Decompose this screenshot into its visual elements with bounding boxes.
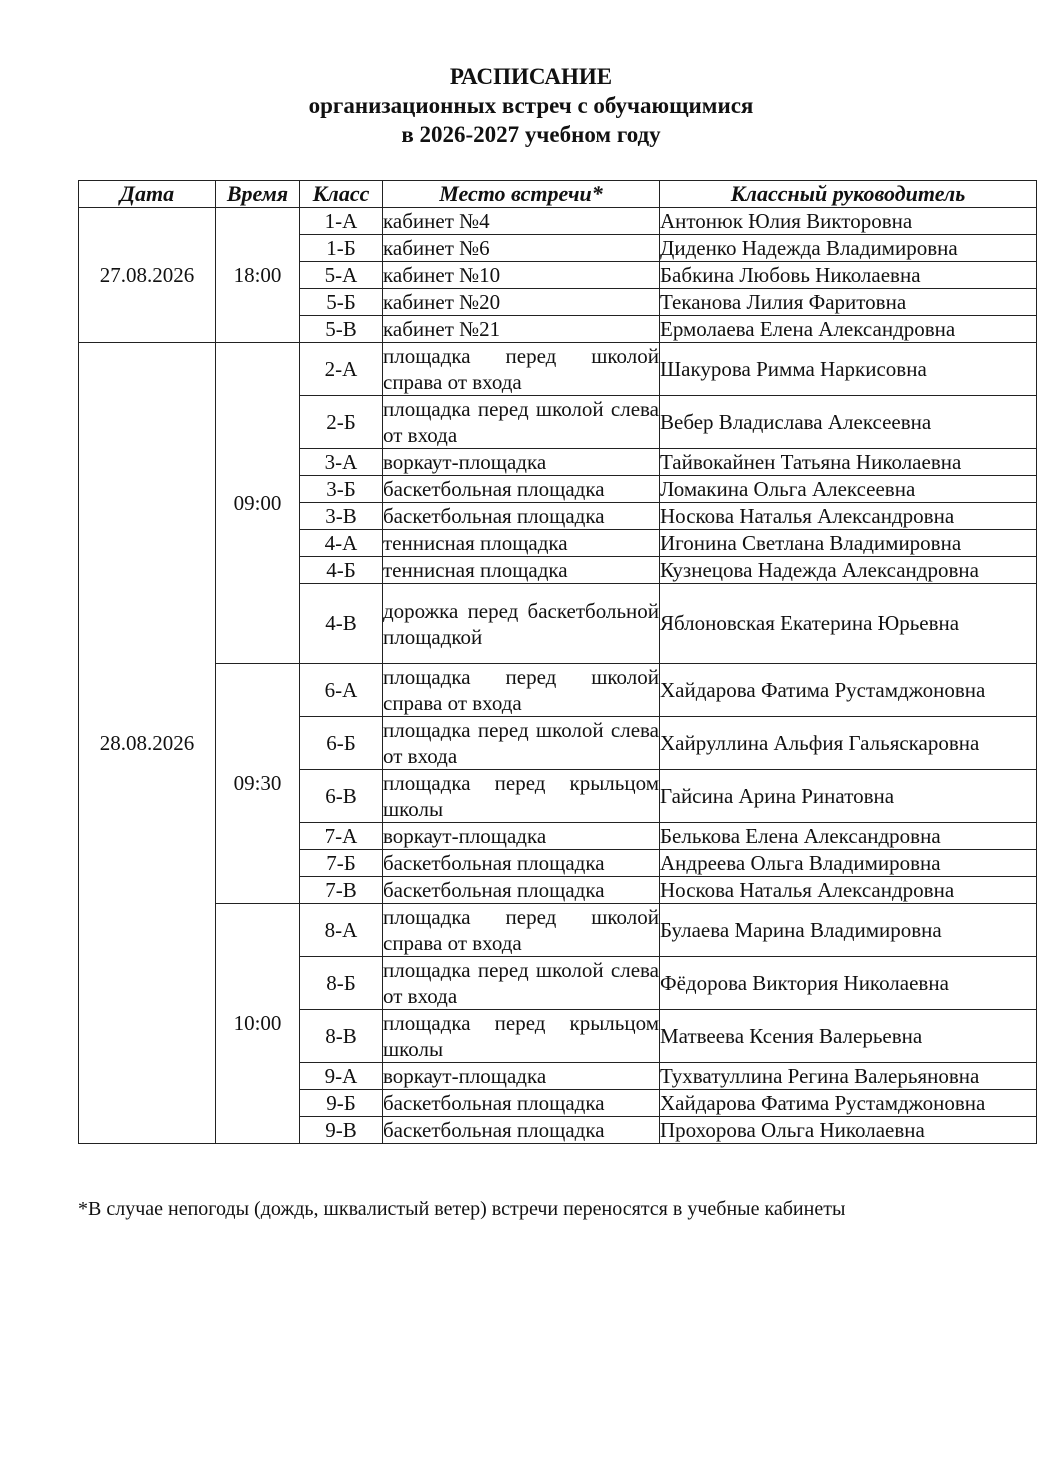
place-cell: кабинет №20 (383, 289, 660, 316)
place-cell: баскетбольная площадка (383, 1117, 660, 1144)
teacher-cell: Диденко Надежда Владимировна (660, 235, 1037, 262)
class-cell: 5-Б (300, 289, 383, 316)
header-place: Место встречи* (383, 181, 660, 208)
schedule-table-header (79, 181, 1037, 208)
class-cell: 1-Б (300, 235, 383, 262)
teacher-cell: Шакурова Римма Наркисовна (660, 343, 1037, 396)
place-cell: теннисная площадка (383, 530, 660, 557)
teacher-cell: Андреева Ольга Владимировна (660, 850, 1037, 877)
teacher-cell: Антонюк Юлия Викторовна (660, 208, 1037, 235)
table-row (79, 664, 1037, 717)
class-cell: 8-В (300, 1010, 383, 1063)
schedule-table (78, 180, 1037, 1144)
class-cell: 9-Б (300, 1090, 383, 1117)
teacher-cell: Гайсина Арина Ринатовна (660, 770, 1037, 823)
teacher-cell: Ломакина Ольга Алексеевна (660, 476, 1037, 503)
teacher-cell: Кузнецова Надежда Александровна (660, 557, 1037, 584)
class-cell: 2-Б (300, 396, 383, 449)
class-cell: 9-А (300, 1063, 383, 1090)
place-cell: дорожка перед баскетбольной площадкой (383, 584, 660, 664)
teacher-cell: Тайвокайнен Татьяна Николаевна (660, 449, 1037, 476)
place-cell: воркаут-площадка (383, 449, 660, 476)
place-cell: воркаут-площадка (383, 823, 660, 850)
place-cell: площадка перед крыльцом школы (383, 1011, 659, 1061)
document-title: РАСПИСАНИЕ (449, 64, 613, 89)
place-cell: баскетбольная площадка (383, 877, 660, 904)
place-cell: площадка перед школой слева от входа (383, 718, 659, 768)
place-cell: теннисная площадка (383, 557, 660, 584)
teacher-cell: Булаева Марина Владимировна (660, 904, 1037, 957)
header-row (79, 181, 1037, 208)
place-cell: площадка перед школой справа от входа (383, 905, 659, 955)
teacher-cell: Теканова Лилия Фаритовна (660, 289, 1037, 316)
footnote: *В случае непогоды (дождь, шквалистый ветер) встречи переносятся в учебные кабинеты (78, 1198, 846, 1220)
teacher-cell: Вебер Владислава Алексеевна (660, 396, 1037, 449)
document-subtitle-line-2: в 2026-2027 учебном году (401, 122, 661, 147)
place-cell: площадка перед школой справа от входа (383, 665, 659, 715)
teacher-cell: Тухватуллина Регина Валерьяновна (660, 1063, 1037, 1090)
teacher-cell: Матвеева Ксения Валерьевна (660, 1010, 1037, 1063)
table-row (79, 343, 1037, 396)
place-cell: кабинет №10 (383, 262, 660, 289)
teacher-cell: Ермолаева Елена Александровна (660, 316, 1037, 343)
place-cell: кабинет №21 (383, 316, 660, 343)
place-cell: площадка перед крыльцом школы (383, 771, 659, 821)
teacher-cell: Хайдарова Фатима Рустамджоновна (660, 664, 1037, 717)
document-header (0, 62, 1062, 149)
place-cell: площадка перед школой справа от входа (383, 344, 659, 394)
class-cell: 3-Б (300, 476, 383, 503)
teacher-cell: Носкова Наталья Александровна (660, 877, 1037, 904)
class-cell: 5-А (300, 262, 383, 289)
schedule-table-body (79, 208, 1037, 1144)
place-cell: кабинет №4 (383, 208, 660, 235)
teacher-cell: Фёдорова Виктория Николаевна (660, 957, 1037, 1010)
class-cell: 6-А (300, 664, 383, 717)
place-cell: баскетбольная площадка (383, 1090, 660, 1117)
time-cell: 09:00 (216, 343, 300, 664)
class-cell: 8-Б (300, 957, 383, 1010)
table-row (79, 904, 1037, 957)
class-cell: 1-А (300, 208, 383, 235)
teacher-cell: Хайруллина Альфия Гальяскаровна (660, 717, 1037, 770)
document-subtitle-line-1: организационных встреч с обучающимися (308, 93, 754, 118)
place-cell: площадка перед школой слева от входа (383, 397, 659, 447)
teacher-cell: Игонина Светлана Владимировна (660, 530, 1037, 557)
date-cell: 28.08.2026 (79, 343, 216, 1144)
class-cell: 9-В (300, 1117, 383, 1144)
teacher-cell: Носкова Наталья Александровна (660, 503, 1037, 530)
class-cell: 7-В (300, 877, 383, 904)
class-cell: 3-А (300, 449, 383, 476)
class-cell: 6-Б (300, 717, 383, 770)
teacher-cell: Прохорова Ольга Николаевна (660, 1117, 1037, 1144)
time-cell: 18:00 (216, 208, 300, 343)
class-cell: 4-Б (300, 557, 383, 584)
teacher-cell: Белькова Елена Александровна (660, 823, 1037, 850)
place-cell: площадка перед школой слева от входа (383, 958, 659, 1008)
header-date: Дата (79, 181, 216, 208)
teacher-cell: Хайдарова Фатима Рустамджоновна (660, 1090, 1037, 1117)
class-cell: 7-Б (300, 850, 383, 877)
class-cell: 5-В (300, 316, 383, 343)
header-time: Время (216, 181, 300, 208)
header-class: Класс (300, 181, 383, 208)
place-cell: кабинет №6 (383, 235, 660, 262)
time-cell: 10:00 (216, 904, 300, 1144)
place-cell: баскетбольная площадка (383, 503, 660, 530)
time-cell: 09:30 (216, 664, 300, 904)
class-cell: 6-В (300, 770, 383, 823)
class-cell: 3-В (300, 503, 383, 530)
class-cell: 2-А (300, 343, 383, 396)
class-cell: 7-А (300, 823, 383, 850)
place-cell: баскетбольная площадка (383, 850, 660, 877)
class-cell: 4-А (300, 530, 383, 557)
date-cell: 27.08.2026 (79, 208, 216, 343)
place-cell: воркаут-площадка (383, 1063, 660, 1090)
table-row (79, 208, 1037, 235)
teacher-cell: Яблоновская Екатерина Юрьевна (660, 584, 1037, 664)
place-cell: баскетбольная площадка (383, 476, 660, 503)
class-cell: 4-В (300, 584, 383, 664)
header-teacher: Классный руководитель (660, 181, 1037, 208)
class-cell: 8-А (300, 904, 383, 957)
teacher-cell: Бабкина Любовь Николаевна (660, 262, 1037, 289)
